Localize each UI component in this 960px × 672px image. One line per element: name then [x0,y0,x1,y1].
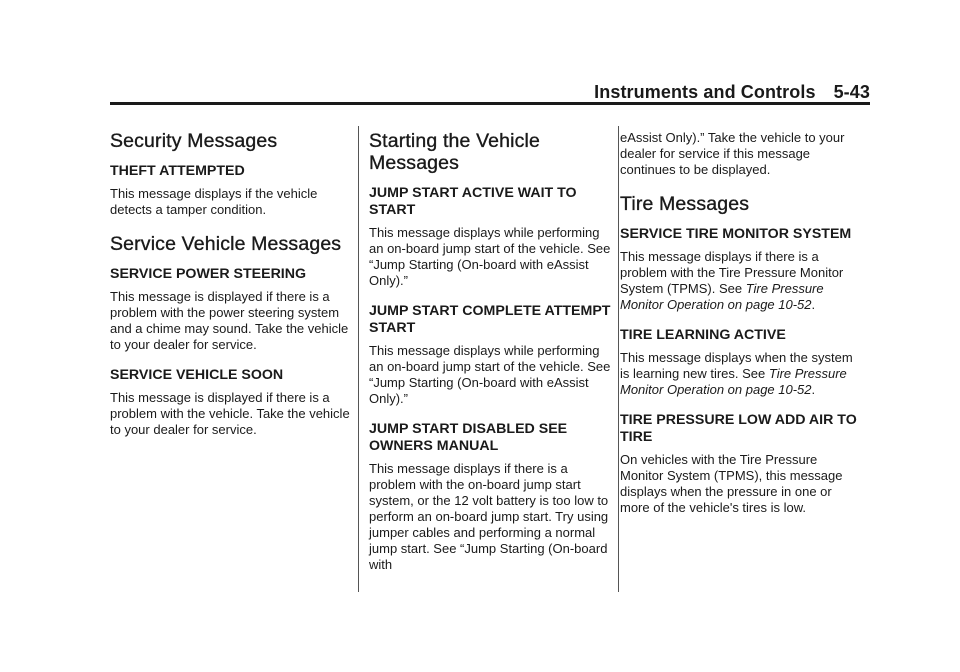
column-divider-right [618,126,619,592]
security-messages-title: Security Messages [110,130,278,152]
jump-start-complete-text: This message displays while performing an on-board jump start of the vehicle. See “Jump Starting (On-board with eAssist Only).” [369,343,611,406]
jump-start-complete-heading: JUMP START COMPLETE ATTEMPT START [369,303,611,336]
tire-learning-body: This message displays when the system is learning new tires. See [620,350,853,381]
tpms-reference-link[interactable]: Tire Pressure Monitor Operation on page 10-52 [620,281,824,312]
service-vehicle-soon-heading: SERVICE VEHICLE SOON [110,367,284,383]
page-number: 5-43 [833,82,870,102]
tpms-reference-link-2[interactable]: Tire Pressure Monitor Operation on page 10-52 [620,366,847,397]
theft-attempted-text: This message displays if the vehicle detects a tamper condition. [110,186,318,217]
service-tire-monitor-period: . [811,297,816,312]
tire-pressure-low-text: On vehicles with the Tire Pressure Monitor System (TPMS), this message displays when the pressure in one or more of the vehicle's tires is low. [620,452,843,515]
service-tire-monitor-heading: SERVICE TIRE MONITOR SYSTEM [620,226,852,242]
jump-start-disabled-continued-text: eAssist Only).” Take the vehicle to your dealer for service if this message continues to be displayed. [620,130,845,177]
theft-attempted-heading: THEFT ATTEMPTED [110,163,245,179]
tire-pressure-low-heading: TIRE PRESSURE LOW ADD AIR TO TIRE [620,412,857,445]
service-tire-monitor-text [620,249,862,313]
service-power-steering-heading: SERVICE POWER STEERING [110,266,307,282]
running-header [560,82,870,104]
jump-start-active-heading: JUMP START ACTIVE WAIT TO START [369,185,577,218]
column-3 [620,130,862,516]
column-1 [110,130,352,438]
service-vehicle-messages-title: Service Vehicle Messages [110,233,342,255]
service-tire-monitor-body: This message displays if there is a problem with the Tire Pressure Monitor System (TPMS). See [620,249,844,296]
chapter-title: Instruments and Controls [594,82,816,102]
service-power-steering-text: This message is displayed if there is a problem with the power steering system and a chime may sound. Take the vehicle to your dealer for service. [110,289,349,352]
tire-learning-period: . [811,382,816,397]
service-vehicle-soon-text: This message is displayed if there is a problem with the vehicle. Take the vehicle to your dealer for service. [110,390,350,437]
tire-messages-title: Tire Messages [620,193,750,215]
tire-learning-text [620,350,862,398]
column-divider-left [358,126,359,592]
jump-start-active-text: This message displays while performing an on-board jump start of the vehicle. See “Jump Starting (On-board with eAssist Only).” [369,225,611,288]
tire-learning-heading: TIRE LEARNING ACTIVE [620,327,786,343]
jump-start-disabled-text: This message displays if there is a problem with the on-board jump start system, or the 12 volt battery is too low to perform an on-board jump start. Try using jumper cables and performing a normal jump start. See “Jump Starting (On-board with [369,461,609,572]
starting-vehicle-messages-title: Starting the Vehicle Messages [369,130,541,174]
jump-start-disabled-heading: JUMP START DISABLED SEE OWNERS MANUAL [369,421,568,454]
column-2 [369,130,611,573]
header-rule [110,102,870,105]
